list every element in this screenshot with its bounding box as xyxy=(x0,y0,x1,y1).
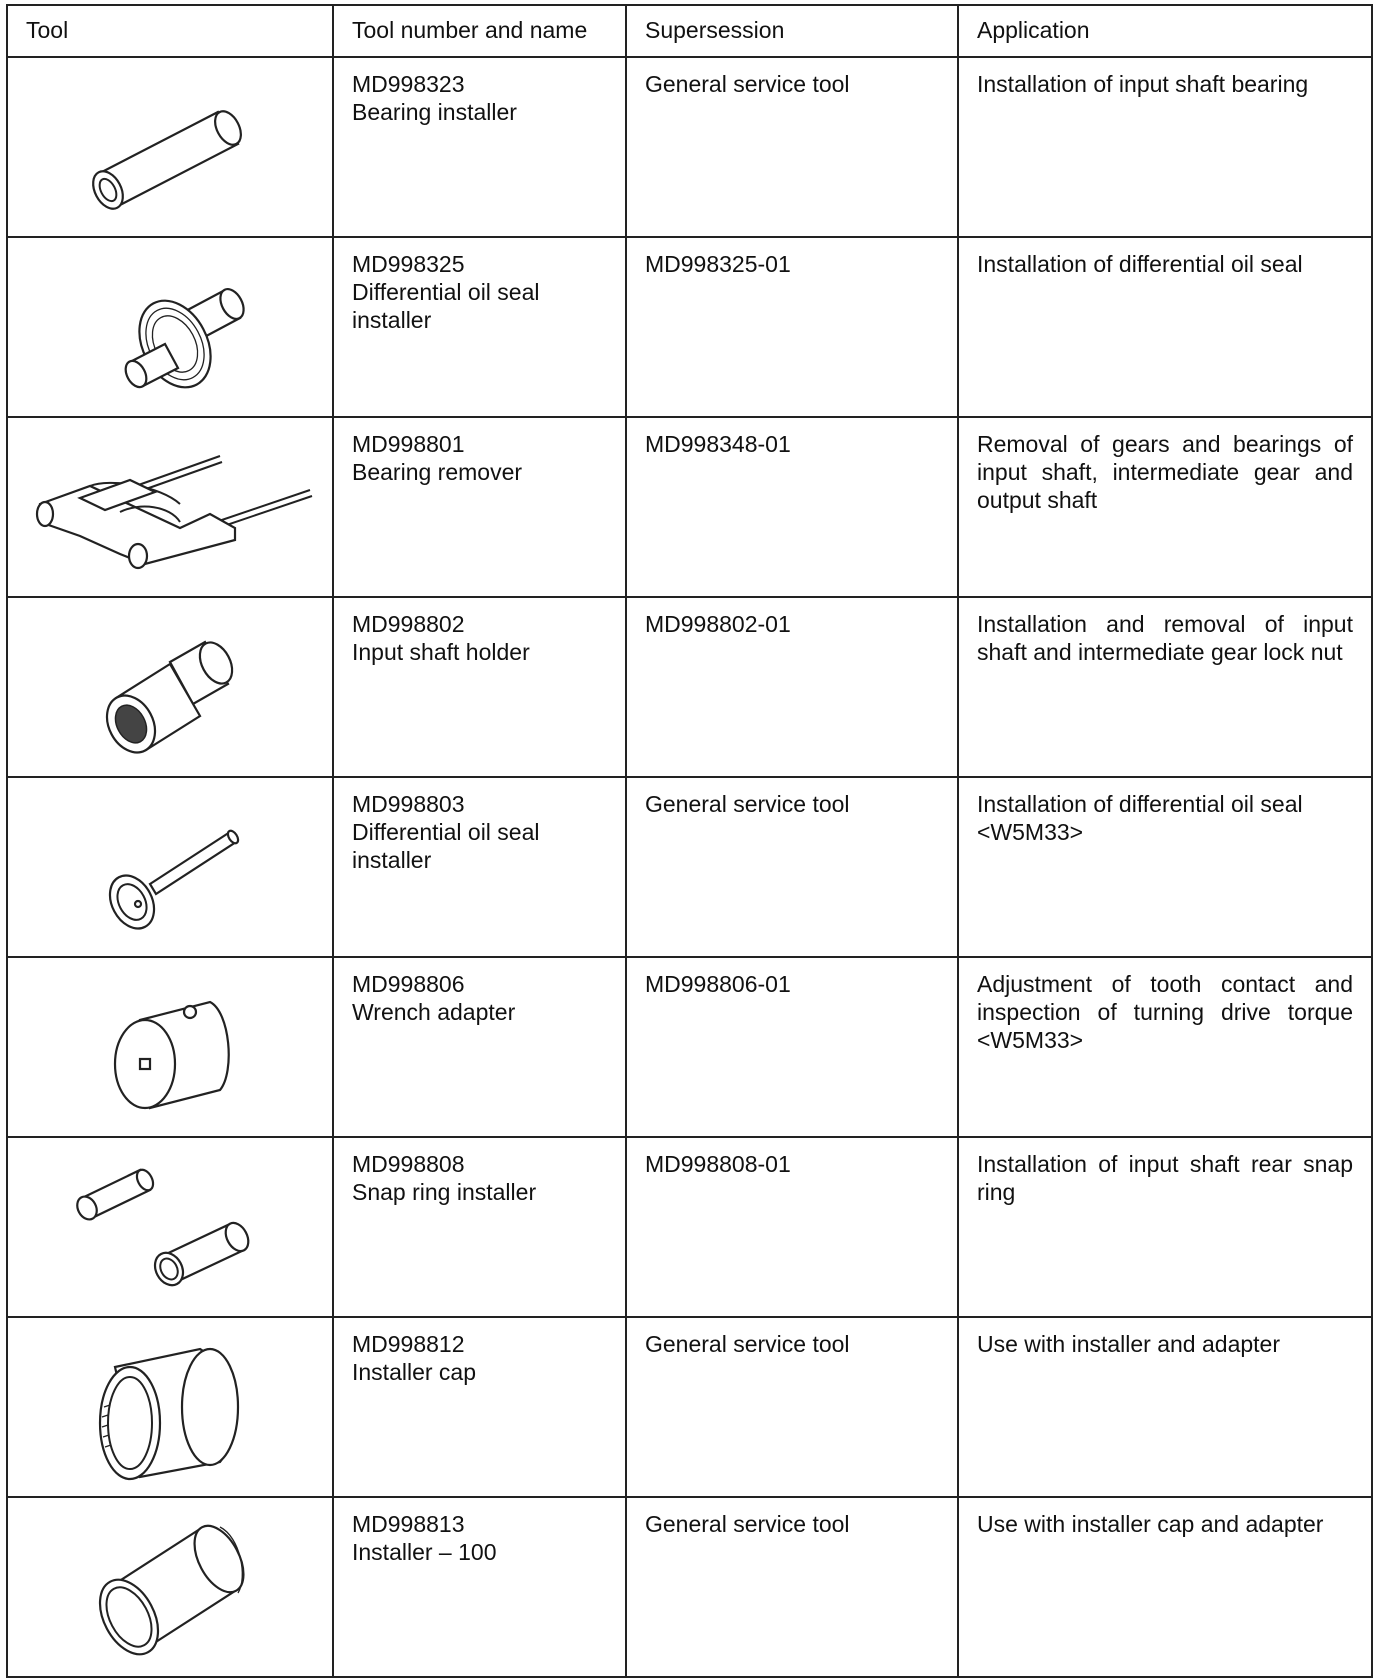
tool-number: MD998803 xyxy=(352,791,465,817)
tool-image-cell xyxy=(7,957,333,1137)
tool-number-name-cell xyxy=(333,237,626,417)
tool-name: Bearing remover xyxy=(352,459,523,485)
application-cell: Use with installer and adapter xyxy=(958,1317,1372,1497)
supersession-cell: General service tool xyxy=(626,1497,958,1677)
tool-image-cell xyxy=(7,777,333,957)
differential-oil-seal-installer-illustration xyxy=(70,792,270,942)
application-cell: Installation of input shaft rear snap ring xyxy=(958,1137,1372,1317)
tool-name: Bearing installer xyxy=(352,99,517,125)
tool-number: MD998802 xyxy=(352,611,465,637)
wrench-adapter-illustration xyxy=(70,972,270,1122)
tool-image-cell xyxy=(7,417,333,597)
tool-image-cell xyxy=(7,1137,333,1317)
header-supersession: Supersession xyxy=(626,5,958,57)
supersession-cell: General service tool xyxy=(626,1317,958,1497)
tool-name: Wrench adapter xyxy=(352,999,516,1025)
tool-number-name-cell xyxy=(333,957,626,1137)
installer-cap-illustration xyxy=(70,1327,270,1487)
tool-number: MD998325 xyxy=(352,251,465,277)
application-cell: Installation of differential oil seal <W5M33> xyxy=(958,777,1372,957)
bearing-remover-illustration xyxy=(20,432,320,582)
tool-number-name-cell xyxy=(333,417,626,597)
tool-image-cell xyxy=(7,597,333,777)
tool-number: MD998323 xyxy=(352,71,465,97)
snap-ring-installer-illustration xyxy=(70,1152,270,1302)
application-cell: Installation of input shaft bearing xyxy=(958,57,1372,237)
supersession-cell: MD998802-01 xyxy=(626,597,958,777)
tool-number: MD998812 xyxy=(352,1331,465,1357)
application-cell: Removal of gears and bearings of input shaft, intermediate gear and output shaft xyxy=(958,417,1372,597)
tool-name: Installer cap xyxy=(352,1359,477,1385)
tool-number-name-cell xyxy=(333,1497,626,1677)
tool-name: Input shaft holder xyxy=(352,639,530,665)
application-cell: Adjustment of tooth contact and inspection of turning drive torque <W5M33> xyxy=(958,957,1372,1137)
table-row xyxy=(7,237,1372,417)
input-shaft-holder-illustration xyxy=(70,612,270,762)
table-header-row xyxy=(7,5,1372,57)
tool-image-cell xyxy=(7,57,333,237)
table-row xyxy=(7,777,1372,957)
tool-number: MD998813 xyxy=(352,1511,465,1537)
table-row xyxy=(7,957,1372,1137)
tool-number: MD998806 xyxy=(352,971,465,997)
table-row xyxy=(7,57,1372,237)
tool-number-name-cell xyxy=(333,57,626,237)
tool-number-name-cell xyxy=(333,1137,626,1317)
tool-number: MD998808 xyxy=(352,1151,465,1177)
table-row xyxy=(7,1137,1372,1317)
supersession-cell: MD998348-01 xyxy=(626,417,958,597)
tool-number-name-cell xyxy=(333,1317,626,1497)
table-row xyxy=(7,1497,1372,1677)
header-application: Application xyxy=(958,5,1372,57)
header-tool-number-and-name: Tool number and name xyxy=(333,5,626,57)
supersession-cell: General service tool xyxy=(626,777,958,957)
tool-name: Differential oil seal installer xyxy=(352,819,540,873)
tool-number-name-cell xyxy=(333,597,626,777)
tool-image-cell xyxy=(7,237,333,417)
table-row xyxy=(7,597,1372,777)
tool-image-cell xyxy=(7,1317,333,1497)
header-tool: Tool xyxy=(7,5,333,57)
tool-image-cell xyxy=(7,1497,333,1677)
table-row xyxy=(7,417,1372,597)
tool-name: Differential oil seal installer xyxy=(352,279,540,333)
supersession-cell: MD998325-01 xyxy=(626,237,958,417)
application-cell: Installation of differential oil seal xyxy=(958,237,1372,417)
tool-name: Installer – 100 xyxy=(352,1539,497,1565)
tool-number-name-cell xyxy=(333,777,626,957)
tool-name: Snap ring installer xyxy=(352,1179,537,1205)
tool-number: MD998801 xyxy=(352,431,465,457)
application-cell: Installation and removal of input shaft and intermediate gear lock nut xyxy=(958,597,1372,777)
special-tools-table xyxy=(6,4,1373,1678)
installer-100-illustration xyxy=(70,1507,270,1667)
application-cell: Use with installer cap and adapter xyxy=(958,1497,1372,1677)
supersession-cell: MD998808-01 xyxy=(626,1137,958,1317)
table-row xyxy=(7,1317,1372,1497)
differential-oil-seal-installer-illustration xyxy=(70,252,270,402)
bearing-installer-illustration xyxy=(70,72,270,222)
supersession-cell: General service tool xyxy=(626,57,958,237)
supersession-cell: MD998806-01 xyxy=(626,957,958,1137)
